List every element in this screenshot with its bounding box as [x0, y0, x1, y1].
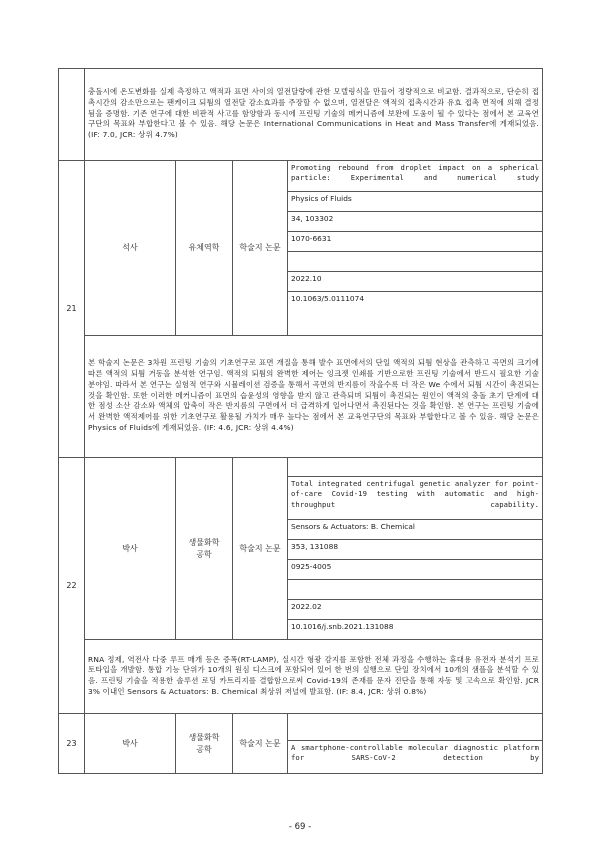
summary-text: 충돌시에 온도변화를 실제 측정하고 액적과 표면 사이의 열전달량에 관한 모델링식을 만들어 정량적으로 비교함. 결과적으로, 단순히 접촉시간의 감소만으로는 팬케이크 되튐의 열전달 감소효과를 주장할 수 없으며, 열전달은 액적의 접촉시간과 유효 접촉 면적에 의해 결정됨을 증명함. 기존 연구에 대한 비판적 사고를 함양함과 동시에 프린팅 기술의 메커니즘에 보완에 도움이 될 수 있다는 점에서 본 교육연구단의 목표와 부합한다고 볼 수 있음. 해당 논문은 International Communications in Heat and Mass Transfer에 게재되었음. (IF: 7.0, JCR: 상위 4.7%)	[85, 69, 543, 161]
blank-field	[288, 251, 542, 271]
doi: 10.1063/5.0111074	[288, 291, 542, 311]
doi: 10.1016/j.snb.2021.131088	[288, 619, 542, 639]
achievement-table	[58, 68, 543, 774]
journal-name: Sensors & Actuators: B. Chemical	[288, 519, 542, 539]
paper-title: A smartphone-controllable molecular diagnostic platform for SARS-CoV-2 detection by	[288, 740, 542, 773]
table-row	[59, 336, 543, 458]
publication-date: 2022.10	[288, 271, 542, 291]
entry-number: 22	[59, 458, 85, 714]
paper-title: Total integrated centrifugal genetic analyzer for point-of-care Covid-19 testing with automatic and high-throughput capability.	[288, 476, 542, 519]
entry-number: 21	[59, 161, 85, 458]
table-row	[59, 69, 543, 161]
journal-name: Physics of Fluids	[288, 191, 542, 211]
table-row	[59, 161, 543, 336]
major-cell: 유체역학	[176, 161, 233, 336]
major-cell: 생물화학 공학	[176, 458, 233, 640]
document-page	[58, 68, 542, 774]
degree-cell: 박사	[85, 458, 176, 640]
publication-date: 2022.02	[288, 599, 542, 619]
issn: 0925-4005	[288, 559, 542, 579]
degree-cell: 석사	[85, 161, 176, 336]
table-row	[59, 640, 543, 714]
paper-title: Promoting rebound from droplet impact on a spherical particle: Experimental and numerical study	[291, 163, 540, 183]
summary-text: RNA 정제, 역전사 다중 루프 매개 등온 증폭(RT-LAMP), 실시간 형광 감지를 포함한 전체 과정을 수행하는 휴대용 유전자 분석기 프로토타입을 개발함. 통합 기능 단위가 10개의 원심 디스크에 포함되어 있어 한 번의 실행으로 단일 장치에서 10개의 샘플을 분석할 수 있음. 프린팅 기술을 적용한 솔루션 로딩 카트리지를 결합함으로써 Covid-19의 존재를 문자 진단을 통해 자동 및 고속으로 확인함. JCR 3% 이내인 Sensors & Actuators: B. Chemical 최상위 저널에 발표함. (IF: 8.4, JCR: 상위 0.8%)	[85, 640, 543, 714]
summary-text: 본 학술지 논문은 3차원 프린팅 기술의 기초연구로 표면 개질을 통해 발수 표면에서의 단일 액적의 되튐 현상을 관측하고 곡면의 크기에 따른 액적의 되튐 거동을 분석한 연구임. 액적의 되튐의 완벽한 제어는 잉크젯 인쇄를 기반으로한 프린팅 기술에서 반드시 필요한 기술 분야임. 따라서 본 연구는 실험적 연구와 시뮬레이션 검증을 통해서 곡면의 반지름이 작을수록 더 작은 We 수에서 되튐 시간이 촉진되는 것을 확인함. 또한 이러한 메커니즘이 표면의 습윤성의 영향을 받지 않고 관측되며 되튐이 촉진되는 원인이 액적의 충돌 초기 단계에 대한 점성 소산 감소와 액체의 압축이 작은 반지름의 구면에서 더 급격하게 일어나면서 촉진된다는 것을 확인함. 본 연구는 프린팅 기술에서 완벽한 액적제어를 위한 기초연구로 활용될 가치가 매우 높다는 점에서 본 교육연구단의 목표와 부합한다고 볼 수 있음. 해당 논문은 Physics of Fluids에 게재되었음. (IF: 4.6, JCR: 상위 4.4%)	[85, 336, 543, 458]
table-row	[59, 458, 543, 640]
blank-field	[288, 579, 542, 599]
table-row	[59, 714, 543, 774]
volume-page: 353, 131088	[288, 539, 542, 559]
major-cell: 생물화학 공학	[176, 714, 233, 774]
publication-type-cell: 학술지 논문	[233, 161, 288, 336]
publication-type-cell: 학술지 논문	[233, 714, 288, 774]
entry-number: 23	[59, 714, 85, 774]
degree-cell: 박사	[85, 714, 176, 774]
publication-type-cell: 학술지 논문	[233, 458, 288, 640]
issn: 1070-6631	[288, 231, 542, 251]
page-number: - 69 -	[288, 822, 312, 832]
volume-page: 34, 103302	[288, 211, 542, 231]
